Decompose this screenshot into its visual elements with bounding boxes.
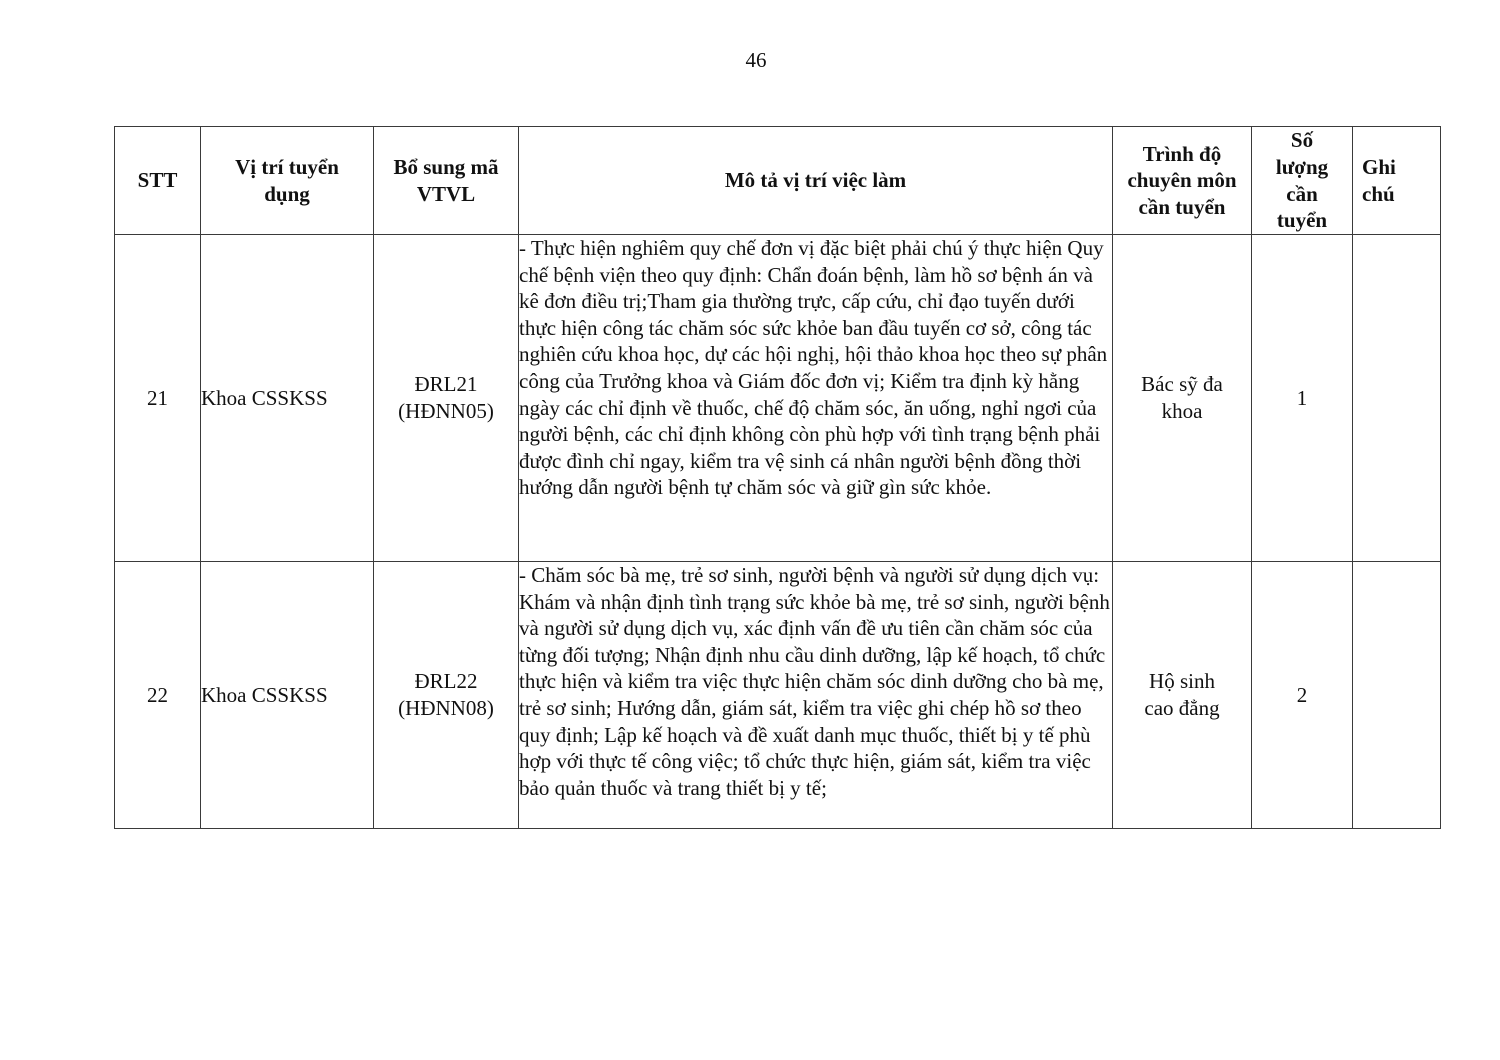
cell-vi-tri: Khoa CSSKSS (201, 562, 374, 829)
recruitment-table (114, 126, 1441, 829)
table-header-row (115, 127, 1441, 235)
ma-vtvl-contract: (HĐNN05) (398, 399, 494, 423)
cell-mo-ta: - Chăm sóc bà mẹ, trẻ sơ sinh, người bệnh và người sử dụng dịch vụ: Khám và nhận định tình trạng sức khỏe bà mẹ, trẻ sơ sinh, người bệnh và người sử dụng dịch vụ, xác định vấn đề ưu tiên cần chăm sóc của từng đối tượng; Nhận định nhu cầu dinh dưỡng, lập kế hoạch, tổ chức thực hiện và kiểm tra việc thực hiện chăm sóc dinh dưỡng cho bà mẹ, trẻ sơ sinh; Hướng dẫn, giám sát, kiểm tra việc ghi chép hồ sơ theo quy định; Lập kế hoạch và đề xuất danh mục thuốc, thiết bị y tế phù hợp với thực tế công việc; tổ chức thực hiện, giám sát, kiểm tra việc bảo quản thuốc và trang thiết bị y tế; (519, 562, 1113, 829)
header-ma-vtvl: Bổ sung mã VTVL (374, 127, 519, 235)
page-number: 46 (745, 48, 767, 72)
header-stt: STT (115, 127, 201, 235)
header-trinh-do: Trình độ chuyên môn cần tuyển (1113, 127, 1252, 235)
cell-vi-tri: Khoa CSSKSS (201, 235, 374, 562)
cell-trinh-do: Bác sỹ đa khoa (1113, 235, 1252, 562)
cell-ma-vtvl (374, 235, 519, 562)
header-vi-tri: Vị trí tuyển dụng (201, 127, 374, 235)
ma-vtvl-contract: (HĐNN08) (398, 696, 494, 720)
header-mo-ta: Mô tả vị trí việc làm (519, 127, 1113, 235)
cell-stt: 21 (115, 235, 201, 562)
cell-so-luong: 2 (1252, 562, 1353, 829)
ma-vtvl-code: ĐRL21 (414, 372, 478, 397)
table-row (115, 562, 1441, 829)
cell-trinh-do: Hộ sinh cao đẳng (1113, 562, 1252, 829)
header-so-luong: Số lượng cần tuyển (1252, 127, 1353, 235)
cell-mo-ta: - Thực hiện nghiêm quy chế đơn vị đặc biệt phải chú ý thực hiện Quy chế bệnh viện theo quy định: Chẩn đoán bệnh, làm hồ sơ bệnh án và kê đơn điều trị;Tham gia thường trực, cấp cứu, chỉ đạo tuyến dưới thực hiện công tác chăm sóc sức khỏe ban đầu tuyến cơ sở, công tác nghiên cứu khoa học, dự các hội nghị, hội thảo khoa học theo sự phân công của Trưởng khoa và Giám đốc đơn vị; Kiểm tra định kỳ hằng ngày các chỉ định về thuốc, chế độ chăm sóc, ăn uống, nghỉ ngơi của người bệnh, các chỉ định không còn phù hợp với tình trạng bệnh phải được đình chỉ ngay, kiểm tra vệ sinh cá nhân người bệnh đồng thời hướng dẫn người bệnh tự chăm sóc và giữ gìn sức khỏe. (519, 235, 1113, 562)
cell-ghi-chu (1353, 235, 1441, 562)
cell-so-luong: 1 (1252, 235, 1353, 562)
header-ghi-chu: Ghi chú (1353, 127, 1441, 235)
ma-vtvl-code: ĐRL22 (414, 669, 478, 694)
cell-ma-vtvl (374, 562, 519, 829)
cell-stt: 22 (115, 562, 201, 829)
cell-ghi-chu (1353, 562, 1441, 829)
table-row (115, 235, 1441, 562)
